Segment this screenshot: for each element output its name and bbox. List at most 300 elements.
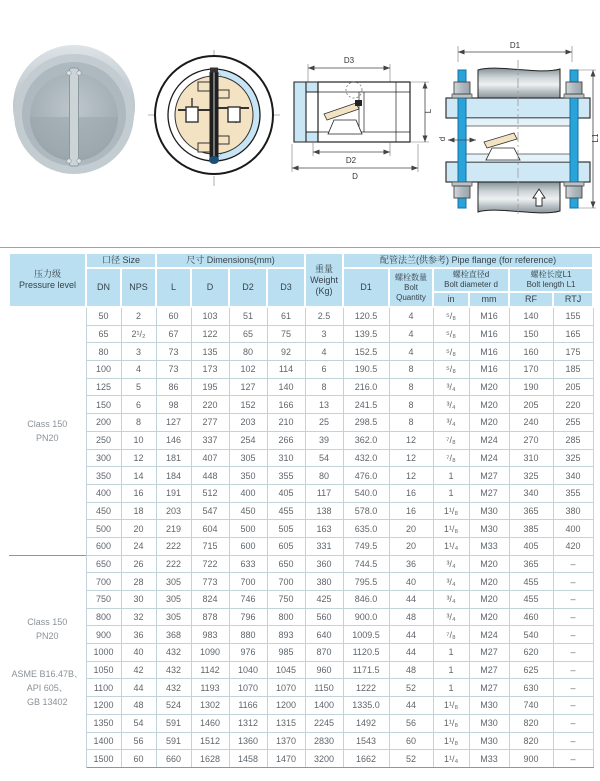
table-row (9, 644, 593, 662)
table-row (9, 591, 593, 609)
cell-weight: 380 (305, 573, 343, 591)
cell-d3: 355 (267, 467, 305, 485)
cell-length-rtj: – (553, 573, 593, 591)
cell-weight: 331 (305, 537, 343, 555)
cell-nps: 12 (121, 449, 156, 467)
table-header (9, 253, 593, 307)
cell-bolt-dia-in: 1¹/₈ (433, 520, 469, 538)
cell-d3: 1070 (267, 679, 305, 697)
cell-d2: 450 (229, 502, 267, 520)
cell-weight: 4 (305, 343, 343, 361)
cell-d3: 1470 (267, 750, 305, 768)
cell-weight: 6 (305, 361, 343, 379)
col-header-d3: D3 (267, 268, 305, 307)
cell-l: 368 (156, 626, 191, 644)
table-row (9, 520, 593, 538)
cell-length-rf: 325 (509, 467, 553, 485)
cell-d3: 61 (267, 307, 305, 325)
cell-length-rtj: 165 (553, 325, 593, 343)
cell-length-rtj: 205 (553, 378, 593, 396)
dim-label-l1: L1 (591, 133, 600, 143)
cell-bolt-quantity: 4 (389, 307, 433, 325)
cell-bolt-dia-mm: M30 (469, 502, 509, 520)
section-divider (0, 247, 600, 248)
cell-d: 1460 (191, 714, 229, 732)
cell-d3: 210 (267, 414, 305, 432)
cell-bolt-quantity: 44 (389, 697, 433, 715)
cell-bolt-quantity: 20 (389, 520, 433, 538)
top-lug-small (217, 90, 229, 98)
cell-length-rtj: 285 (553, 431, 593, 449)
cell-d2: 1458 (229, 750, 267, 768)
cell-d: 277 (191, 414, 229, 432)
cell-d3: 310 (267, 449, 305, 467)
cell-nps: 42 (121, 661, 156, 679)
cell-bolt-quantity: 8 (389, 378, 433, 396)
cell-bolt-dia-mm: M24 (469, 626, 509, 644)
cell-bolt-dia-mm: M16 (469, 361, 509, 379)
washer (564, 94, 584, 98)
cell-nps: 54 (121, 714, 156, 732)
cell-length-rf: 170 (509, 361, 553, 379)
cell-length-rf: 310 (509, 449, 553, 467)
cell-weight: 2830 (305, 732, 343, 750)
cell-bolt-dia-in: ⁵/₈ (433, 361, 469, 379)
cell-nps: 56 (121, 732, 156, 750)
bolt-dia-zh: 螺栓直径d (452, 270, 490, 279)
cell-bolt-dia-in: ⁵/₈ (433, 343, 469, 361)
cell-d2: 1166 (229, 697, 267, 715)
col-header-bolt-quantity (389, 268, 433, 307)
cell-d1: 362.0 (343, 431, 389, 449)
cell-bolt-dia-mm: M27 (469, 467, 509, 485)
cell-length-rtj: 155 (553, 307, 593, 325)
cell-bolt-quantity: 44 (389, 644, 433, 662)
cell-d2: 880 (229, 626, 267, 644)
cell-d2: 600 (229, 537, 267, 555)
dim-label-d1: D1 (509, 41, 521, 50)
hinge-screw (77, 71, 81, 75)
cell-length-rf: 150 (509, 325, 553, 343)
cell-bolt-dia-in: 1¹/₄ (433, 750, 469, 768)
cell-d: 448 (191, 467, 229, 485)
cell-nps: 30 (121, 591, 156, 609)
cell-length-rf: 205 (509, 396, 553, 414)
cell-dn: 1000 (86, 644, 121, 662)
cell-d1: 749.5 (343, 537, 389, 555)
col-group-size: 口径 Size (86, 253, 156, 268)
cell-d2: 1312 (229, 714, 267, 732)
cell-bolt-dia-mm: M30 (469, 732, 509, 750)
cell-d2: 65 (229, 325, 267, 343)
cell-dn: 100 (86, 361, 121, 379)
cell-d1: 795.5 (343, 573, 389, 591)
cell-dn: 65 (86, 325, 121, 343)
cell-d1: 578.0 (343, 502, 389, 520)
cell-d2: 1070 (229, 679, 267, 697)
cell-length-rtj: 255 (553, 414, 593, 432)
cell-nps: 32 (121, 608, 156, 626)
cell-bolt-quantity: 44 (389, 626, 433, 644)
cell-dn: 350 (86, 467, 121, 485)
cell-bolt-dia-in: 1¹/₈ (433, 714, 469, 732)
col-group-bolt-length (509, 268, 593, 292)
cell-bolt-dia-in: 1¹/₈ (433, 732, 469, 750)
cell-dn: 50 (86, 307, 121, 325)
cell-d: 1142 (191, 661, 229, 679)
cell-length-rf: 385 (509, 520, 553, 538)
cell-d: 773 (191, 573, 229, 591)
cell-bolt-dia-mm: M20 (469, 378, 509, 396)
table-row (9, 378, 593, 396)
cell-weight: 117 (305, 484, 343, 502)
cell-bolt-dia-in: ³/₄ (433, 378, 469, 396)
cell-d1: 120.5 (343, 307, 389, 325)
cell-length-rf: 820 (509, 714, 553, 732)
retainer-detail (355, 100, 362, 106)
cell-nps: 6 (121, 396, 156, 414)
washer (564, 182, 584, 186)
cell-d3: 455 (267, 502, 305, 520)
cell-bolt-dia-mm: M20 (469, 396, 509, 414)
cell-dn: 650 (86, 555, 121, 573)
cell-length-rf: 460 (509, 608, 553, 626)
col-header-nps: NPS (121, 268, 156, 307)
dim-label-d: D (352, 172, 358, 181)
cell-d1: 540.0 (343, 484, 389, 502)
cell-l: 191 (156, 484, 191, 502)
cell-weight: 54 (305, 449, 343, 467)
cell-l: 146 (156, 431, 191, 449)
cell-bolt-dia-in: 1 (433, 661, 469, 679)
cell-bolt-dia-mm: M30 (469, 714, 509, 732)
washer (452, 94, 472, 98)
bolt-qty-en1: Bolt (404, 282, 418, 292)
cell-length-rtj: 340 (553, 467, 593, 485)
table-body (9, 307, 593, 767)
cell-d2: 305 (229, 449, 267, 467)
cell-d: 1512 (191, 732, 229, 750)
cell-dn: 300 (86, 449, 121, 467)
cell-bolt-dia-in: 1 (433, 644, 469, 662)
lower-pipe (478, 182, 560, 213)
cell-length-rf: 820 (509, 732, 553, 750)
table-row (9, 679, 593, 697)
cell-dn: 150 (86, 396, 121, 414)
cell-length-rf: 240 (509, 414, 553, 432)
col-group-bolt-diameter (433, 268, 509, 292)
cell-bolt-dia-mm: M30 (469, 697, 509, 715)
cell-nps: 2 (121, 307, 156, 325)
cell-length-rtj: 400 (553, 520, 593, 538)
cell-nps: 14 (121, 467, 156, 485)
pressure-label-en: Pressure level (18, 280, 77, 290)
cell-dn: 200 (86, 414, 121, 432)
cell-bolt-dia-in: 1¹/₈ (433, 502, 469, 520)
cell-l: 203 (156, 502, 191, 520)
cell-bolt-dia-mm: M30 (469, 520, 509, 538)
table-row (9, 307, 593, 325)
cell-length-rtj: – (553, 732, 593, 750)
cell-bolt-dia-in: 1 (433, 484, 469, 502)
cell-d3: 405 (267, 484, 305, 502)
cell-length-rtj: 355 (553, 484, 593, 502)
dim-label-l: L (424, 108, 433, 114)
cell-d1: 1222 (343, 679, 389, 697)
cell-l: 86 (156, 378, 191, 396)
cell-nps: 44 (121, 679, 156, 697)
cell-nps: 3 (121, 343, 156, 361)
cell-d1: 1543 (343, 732, 389, 750)
cell-weight: 138 (305, 502, 343, 520)
col-header-l: L (156, 268, 191, 307)
hex-nut (454, 186, 470, 198)
table-row (9, 697, 593, 715)
table-row (9, 343, 593, 361)
cell-dn: 600 (86, 537, 121, 555)
cell-d: 122 (191, 325, 229, 343)
col-group-pipe-flange: 配管法兰(供参考) Pipe flange (for reference) (343, 253, 593, 268)
cell-weight: 3 (305, 325, 343, 343)
cell-l: 60 (156, 307, 191, 325)
cell-d2: 500 (229, 520, 267, 538)
pin-top-cap (210, 68, 218, 73)
cell-d2: 254 (229, 431, 267, 449)
cell-d: 547 (191, 502, 229, 520)
cell-bolt-dia-mm: M16 (469, 325, 509, 343)
flange-section-blue (294, 82, 318, 142)
cell-length-rtj: 325 (553, 449, 593, 467)
cell-bolt-dia-in: ³/₄ (433, 414, 469, 432)
cell-d1: 900.0 (343, 608, 389, 626)
cell-d: 103 (191, 307, 229, 325)
bolt-len-en: Bolt length L1 (526, 280, 576, 289)
front-view-drawing (148, 48, 280, 190)
cell-dn: 250 (86, 431, 121, 449)
seat-pedestal (486, 148, 520, 160)
cell-bolt-dia-in: 1¹/₈ (433, 697, 469, 715)
cell-d1: 432.0 (343, 449, 389, 467)
cell-bolt-dia-in: ³/₄ (433, 608, 469, 626)
cell-d: 715 (191, 537, 229, 555)
cell-weight: 25 (305, 414, 343, 432)
cell-length-rtj: – (553, 679, 593, 697)
hinge-screw (77, 159, 81, 163)
cell-nps: 10 (121, 431, 156, 449)
cell-l: 432 (156, 644, 191, 662)
cell-d3: 505 (267, 520, 305, 538)
cell-d1: 635.0 (343, 520, 389, 538)
cell-dn: 500 (86, 520, 121, 538)
table-row (9, 431, 593, 449)
cell-dn: 1050 (86, 661, 121, 679)
hinge-screw (67, 71, 71, 75)
cell-bolt-quantity: 20 (389, 537, 433, 555)
cell-d: 722 (191, 555, 229, 573)
cell-dn: 125 (86, 378, 121, 396)
cell-l: 222 (156, 537, 191, 555)
table-row (9, 396, 593, 414)
cell-d2: 51 (229, 307, 267, 325)
cell-d2: 400 (229, 484, 267, 502)
cell-weight: 80 (305, 467, 343, 485)
cell-bolt-quantity: 56 (389, 714, 433, 732)
cell-bolt-quantity: 4 (389, 325, 433, 343)
cell-nps: 20 (121, 520, 156, 538)
cell-bolt-dia-in: ⁵/₈ (433, 307, 469, 325)
cell-length-rtj: 220 (553, 396, 593, 414)
cell-d: 512 (191, 484, 229, 502)
cell-l: 98 (156, 396, 191, 414)
cell-l: 184 (156, 467, 191, 485)
table-row (9, 714, 593, 732)
cell-d: 878 (191, 608, 229, 626)
dim-label-d2: D2 (345, 156, 357, 165)
cell-dn: 1400 (86, 732, 121, 750)
pin-bottom-cap (209, 156, 219, 164)
cell-bolt-quantity: 4 (389, 343, 433, 361)
bolt-qty-en2: Quantity (396, 292, 426, 302)
cell-d1: 216.0 (343, 378, 389, 396)
cell-bolt-dia-in: ³/₄ (433, 396, 469, 414)
col-header-rf: RF (509, 292, 553, 307)
table-row (9, 502, 593, 520)
technical-drawings (0, 0, 600, 247)
cell-bolt-dia-in: 1¹/₄ (433, 537, 469, 555)
cell-nps: 4 (121, 361, 156, 379)
cell-bolt-dia-mm: M27 (469, 679, 509, 697)
cell-length-rtj: – (553, 626, 593, 644)
cell-l: 432 (156, 661, 191, 679)
dim-label-d3: D3 (343, 56, 355, 65)
cell-bolt-quantity: 44 (389, 591, 433, 609)
pressure-level-label: Class 150 PN20 ASME B16.47B、 API 605、 GB 13402 (9, 555, 86, 767)
cell-d2: 203 (229, 414, 267, 432)
cell-weight: 2245 (305, 714, 343, 732)
cell-d3: 266 (267, 431, 305, 449)
cell-d2: 152 (229, 396, 267, 414)
cell-bolt-dia-in: ⁷/₈ (433, 431, 469, 449)
mounted-view-drawing (436, 22, 600, 220)
cell-nps: 36 (121, 626, 156, 644)
cell-bolt-dia-mm: M27 (469, 644, 509, 662)
cell-bolt-quantity: 8 (389, 396, 433, 414)
cell-d3: 114 (267, 361, 305, 379)
table-row (9, 325, 593, 343)
cell-d2: 80 (229, 343, 267, 361)
cell-weight: 1400 (305, 697, 343, 715)
cell-d1: 744.5 (343, 555, 389, 573)
cell-d3: 1200 (267, 697, 305, 715)
cell-bolt-dia-mm: M27 (469, 484, 509, 502)
cell-bolt-quantity: 40 (389, 573, 433, 591)
cell-d3: 800 (267, 608, 305, 626)
cell-d1: 1662 (343, 750, 389, 768)
cell-d2: 746 (229, 591, 267, 609)
cell-d2: 127 (229, 378, 267, 396)
cell-nps: 8 (121, 414, 156, 432)
cell-dn: 1350 (86, 714, 121, 732)
bottom-lug-small (217, 136, 229, 144)
cell-dn: 900 (86, 626, 121, 644)
cell-d1: 298.5 (343, 414, 389, 432)
hex-nut (566, 82, 582, 94)
cell-l: 219 (156, 520, 191, 538)
cell-length-rtj: – (553, 555, 593, 573)
cell-d3: 650 (267, 555, 305, 573)
cell-bolt-quantity: 12 (389, 449, 433, 467)
cell-nps: 40 (121, 644, 156, 662)
cell-d: 1302 (191, 697, 229, 715)
cell-weight: 870 (305, 644, 343, 662)
cell-d3: 605 (267, 537, 305, 555)
cell-length-rf: 625 (509, 661, 553, 679)
cell-length-rf: 190 (509, 378, 553, 396)
cell-length-rtj: 380 (553, 502, 593, 520)
bolt-len-zh: 螺栓长度L1 (530, 270, 572, 279)
cell-l: 127 (156, 414, 191, 432)
dimensions-table (8, 252, 594, 768)
cell-d1: 1492 (343, 714, 389, 732)
cell-d: 220 (191, 396, 229, 414)
hex-nut (454, 82, 470, 94)
cell-d3: 750 (267, 591, 305, 609)
cell-weight: 13 (305, 396, 343, 414)
cell-bolt-quantity: 48 (389, 608, 433, 626)
cell-nps: 48 (121, 697, 156, 715)
cell-nps: 24 (121, 537, 156, 555)
cell-d: 407 (191, 449, 229, 467)
cell-d: 1628 (191, 750, 229, 768)
pressure-label-zh: 压力级 (33, 269, 61, 279)
pressure-level-label: Class 150 PN20 (9, 307, 86, 555)
cell-l: 305 (156, 591, 191, 609)
cell-bolt-dia-mm: M27 (469, 661, 509, 679)
cell-d3: 1045 (267, 661, 305, 679)
cell-length-rtj: – (553, 714, 593, 732)
cell-length-rtj: – (553, 697, 593, 715)
cell-length-rf: 620 (509, 644, 553, 662)
cell-d3: 893 (267, 626, 305, 644)
table-row (9, 467, 593, 485)
cell-bolt-quantity: 48 (389, 661, 433, 679)
cell-dn: 450 (86, 502, 121, 520)
cell-length-rtj: 185 (553, 361, 593, 379)
cell-dn: 750 (86, 591, 121, 609)
cell-bolt-quantity: 8 (389, 414, 433, 432)
cell-weight: 960 (305, 661, 343, 679)
cell-length-rf: 740 (509, 697, 553, 715)
cell-d2: 1040 (229, 661, 267, 679)
cell-nps: 16 (121, 484, 156, 502)
cell-l: 524 (156, 697, 191, 715)
cell-d2: 633 (229, 555, 267, 573)
cell-dn: 400 (86, 484, 121, 502)
cell-bolt-dia-in: ³/₄ (433, 555, 469, 573)
cell-l: 222 (156, 555, 191, 573)
cell-d3: 985 (267, 644, 305, 662)
cell-weight: 1150 (305, 679, 343, 697)
cell-d1: 139.5 (343, 325, 389, 343)
cell-length-rf: 455 (509, 573, 553, 591)
cell-bolt-dia-in: ⁷/₈ (433, 449, 469, 467)
col-header-weight (305, 253, 343, 307)
cell-d2: 1360 (229, 732, 267, 750)
table-row (9, 750, 593, 768)
cell-l: 67 (156, 325, 191, 343)
cell-weight: 560 (305, 608, 343, 626)
cell-bolt-quantity: 60 (389, 732, 433, 750)
